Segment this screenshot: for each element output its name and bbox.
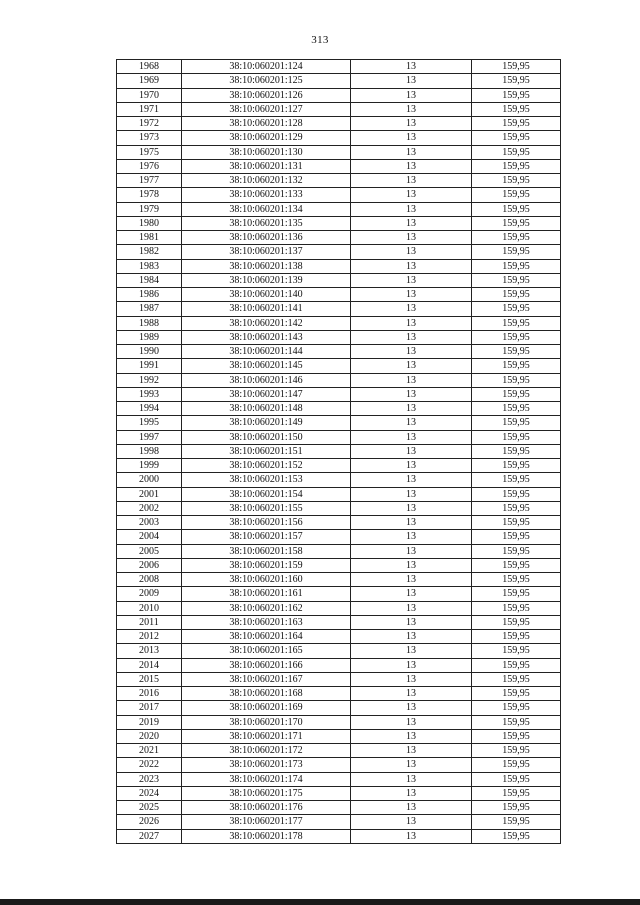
count-cell: 13 <box>351 216 472 230</box>
cadastral-number-cell: 38:10:060201:160 <box>182 573 351 587</box>
area-cell: 159,95 <box>472 74 561 88</box>
area-cell: 159,95 <box>472 801 561 815</box>
row-number-cell: 2001 <box>117 487 182 501</box>
cadastral-number-cell: 38:10:060201:150 <box>182 430 351 444</box>
count-cell: 13 <box>351 615 472 629</box>
row-number-cell: 2014 <box>117 658 182 672</box>
table-row <box>117 758 561 772</box>
area-cell: 159,95 <box>472 259 561 273</box>
row-number-cell: 2016 <box>117 687 182 701</box>
count-cell: 13 <box>351 202 472 216</box>
area-cell: 159,95 <box>472 744 561 758</box>
count-cell: 13 <box>351 786 472 800</box>
row-number-cell: 1977 <box>117 174 182 188</box>
area-cell: 159,95 <box>472 444 561 458</box>
row-number-cell: 1994 <box>117 402 182 416</box>
table-row <box>117 117 561 131</box>
table-row <box>117 501 561 515</box>
table-row <box>117 658 561 672</box>
table-row <box>117 444 561 458</box>
row-number-cell: 2021 <box>117 744 182 758</box>
cadastral-number-cell: 38:10:060201:152 <box>182 459 351 473</box>
count-cell: 13 <box>351 88 472 102</box>
table-row <box>117 216 561 230</box>
cadastral-number-cell: 38:10:060201:172 <box>182 744 351 758</box>
count-cell: 13 <box>351 687 472 701</box>
table-row <box>117 188 561 202</box>
cadastral-number-cell: 38:10:060201:161 <box>182 587 351 601</box>
row-number-cell: 1987 <box>117 302 182 316</box>
cadastral-number-cell: 38:10:060201:177 <box>182 815 351 829</box>
cadastral-number-cell: 38:10:060201:131 <box>182 159 351 173</box>
row-number-cell: 2017 <box>117 701 182 715</box>
area-cell: 159,95 <box>472 630 561 644</box>
count-cell: 13 <box>351 487 472 501</box>
page-number: 313 <box>311 34 329 46</box>
area-cell: 159,95 <box>472 672 561 686</box>
row-number-cell: 1968 <box>117 60 182 74</box>
count-cell: 13 <box>351 829 472 843</box>
count-cell: 13 <box>351 117 472 131</box>
count-cell: 13 <box>351 587 472 601</box>
table-row <box>117 530 561 544</box>
count-cell: 13 <box>351 245 472 259</box>
count-cell: 13 <box>351 316 472 330</box>
table-row <box>117 60 561 74</box>
cadastral-number-cell: 38:10:060201:178 <box>182 829 351 843</box>
cadastral-number-cell: 38:10:060201:157 <box>182 530 351 544</box>
cadastral-number-cell: 38:10:060201:148 <box>182 402 351 416</box>
row-number-cell: 1992 <box>117 373 182 387</box>
area-cell: 159,95 <box>472 587 561 601</box>
cadastral-number-cell: 38:10:060201:153 <box>182 473 351 487</box>
area-cell: 159,95 <box>472 729 561 743</box>
table-row <box>117 174 561 188</box>
row-number-cell: 1988 <box>117 316 182 330</box>
cadastral-number-cell: 38:10:060201:134 <box>182 202 351 216</box>
count-cell: 13 <box>351 601 472 615</box>
area-cell: 159,95 <box>472 273 561 287</box>
row-number-cell: 1971 <box>117 102 182 116</box>
cadastral-number-cell: 38:10:060201:135 <box>182 216 351 230</box>
count-cell: 13 <box>351 630 472 644</box>
area-cell: 159,95 <box>472 316 561 330</box>
row-number-cell: 1983 <box>117 259 182 273</box>
row-number-cell: 2003 <box>117 516 182 530</box>
cadastral-number-cell: 38:10:060201:141 <box>182 302 351 316</box>
count-cell: 13 <box>351 715 472 729</box>
area-cell: 159,95 <box>472 231 561 245</box>
cadastral-number-cell: 38:10:060201:173 <box>182 758 351 772</box>
count-cell: 13 <box>351 359 472 373</box>
cadastral-number-cell: 38:10:060201:167 <box>182 672 351 686</box>
row-number-cell: 1976 <box>117 159 182 173</box>
row-number-cell: 2025 <box>117 801 182 815</box>
row-number-cell: 1982 <box>117 245 182 259</box>
count-cell: 13 <box>351 444 472 458</box>
row-number-cell: 1975 <box>117 145 182 159</box>
count-cell: 13 <box>351 102 472 116</box>
row-number-cell: 2006 <box>117 558 182 572</box>
count-cell: 13 <box>351 744 472 758</box>
count-cell: 13 <box>351 159 472 173</box>
table-row <box>117 345 561 359</box>
count-cell: 13 <box>351 815 472 829</box>
row-number-cell: 1990 <box>117 345 182 359</box>
row-number-cell: 1970 <box>117 88 182 102</box>
table-row <box>117 573 561 587</box>
area-cell: 159,95 <box>472 302 561 316</box>
table-row <box>117 302 561 316</box>
area-cell: 159,95 <box>472 402 561 416</box>
area-cell: 159,95 <box>472 473 561 487</box>
cadastral-number-cell: 38:10:060201:169 <box>182 701 351 715</box>
count-cell: 13 <box>351 530 472 544</box>
table-row <box>117 430 561 444</box>
cadastral-number-cell: 38:10:060201:159 <box>182 558 351 572</box>
area-cell: 159,95 <box>472 815 561 829</box>
cadastral-number-cell: 38:10:060201:171 <box>182 729 351 743</box>
table-row <box>117 387 561 401</box>
row-number-cell: 2000 <box>117 473 182 487</box>
area-cell: 159,95 <box>472 373 561 387</box>
row-number-cell: 2019 <box>117 715 182 729</box>
table-row <box>117 88 561 102</box>
cadastral-number-cell: 38:10:060201:164 <box>182 630 351 644</box>
cadastral-number-cell: 38:10:060201:127 <box>182 102 351 116</box>
row-number-cell: 1984 <box>117 273 182 287</box>
area-cell: 159,95 <box>472 131 561 145</box>
cadastral-number-cell: 38:10:060201:147 <box>182 387 351 401</box>
table-row <box>117 131 561 145</box>
cadastral-number-cell: 38:10:060201:125 <box>182 74 351 88</box>
row-number-cell: 1989 <box>117 330 182 344</box>
area-cell: 159,95 <box>472 687 561 701</box>
area-cell: 159,95 <box>472 530 561 544</box>
row-number-cell: 2012 <box>117 630 182 644</box>
area-cell: 159,95 <box>472 102 561 116</box>
cadastral-number-cell: 38:10:060201:142 <box>182 316 351 330</box>
table-row <box>117 644 561 658</box>
area-cell: 159,95 <box>472 174 561 188</box>
row-number-cell: 2022 <box>117 758 182 772</box>
area-cell: 159,95 <box>472 644 561 658</box>
count-cell: 13 <box>351 145 472 159</box>
row-number-cell: 2027 <box>117 829 182 843</box>
area-cell: 159,95 <box>472 117 561 131</box>
area-cell: 159,95 <box>472 487 561 501</box>
table-row <box>117 630 561 644</box>
table-row <box>117 701 561 715</box>
row-number-cell: 2013 <box>117 644 182 658</box>
row-number-cell: 2011 <box>117 615 182 629</box>
count-cell: 13 <box>351 758 472 772</box>
cadastral-number-cell: 38:10:060201:170 <box>182 715 351 729</box>
cadastral-number-cell: 38:10:060201:165 <box>182 644 351 658</box>
count-cell: 13 <box>351 701 472 715</box>
cadastral-number-cell: 38:10:060201:130 <box>182 145 351 159</box>
row-number-cell: 1995 <box>117 416 182 430</box>
row-number-cell: 2008 <box>117 573 182 587</box>
table-row <box>117 145 561 159</box>
count-cell: 13 <box>351 345 472 359</box>
area-cell: 159,95 <box>472 159 561 173</box>
area-cell: 159,95 <box>472 701 561 715</box>
table-row <box>117 288 561 302</box>
table-row <box>117 829 561 843</box>
count-cell: 13 <box>351 772 472 786</box>
count-cell: 13 <box>351 473 472 487</box>
cadastral-number-cell: 38:10:060201:163 <box>182 615 351 629</box>
cadastral-number-cell: 38:10:060201:133 <box>182 188 351 202</box>
cadastral-number-cell: 38:10:060201:168 <box>182 687 351 701</box>
cadastral-number-cell: 38:10:060201:138 <box>182 259 351 273</box>
row-number-cell: 2026 <box>117 815 182 829</box>
area-cell: 159,95 <box>472 715 561 729</box>
area-cell: 159,95 <box>472 330 561 344</box>
table-row <box>117 772 561 786</box>
count-cell: 13 <box>351 131 472 145</box>
area-cell: 159,95 <box>472 60 561 74</box>
area-cell: 159,95 <box>472 459 561 473</box>
cadastral-number-cell: 38:10:060201:175 <box>182 786 351 800</box>
cadastral-number-cell: 38:10:060201:126 <box>182 88 351 102</box>
row-number-cell: 1979 <box>117 202 182 216</box>
area-cell: 159,95 <box>472 88 561 102</box>
table-row <box>117 316 561 330</box>
table-row <box>117 402 561 416</box>
row-number-cell: 2004 <box>117 530 182 544</box>
table-row <box>117 373 561 387</box>
count-cell: 13 <box>351 302 472 316</box>
cadastral-number-cell: 38:10:060201:174 <box>182 772 351 786</box>
registry-table <box>116 59 561 844</box>
cadastral-number-cell: 38:10:060201:146 <box>182 373 351 387</box>
cadastral-number-cell: 38:10:060201:156 <box>182 516 351 530</box>
count-cell: 13 <box>351 658 472 672</box>
table-row <box>117 416 561 430</box>
count-cell: 13 <box>351 330 472 344</box>
row-number-cell: 2020 <box>117 729 182 743</box>
row-number-cell: 1973 <box>117 131 182 145</box>
area-cell: 159,95 <box>472 416 561 430</box>
cadastral-number-cell: 38:10:060201:136 <box>182 231 351 245</box>
cadastral-number-cell: 38:10:060201:176 <box>182 801 351 815</box>
area-cell: 159,95 <box>472 359 561 373</box>
table-row <box>117 159 561 173</box>
cadastral-number-cell: 38:10:060201:144 <box>182 345 351 359</box>
scan-bottom-edge <box>0 899 640 905</box>
row-number-cell: 1993 <box>117 387 182 401</box>
count-cell: 13 <box>351 402 472 416</box>
count-cell: 13 <box>351 729 472 743</box>
area-cell: 159,95 <box>472 345 561 359</box>
cadastral-number-cell: 38:10:060201:139 <box>182 273 351 287</box>
area-cell: 159,95 <box>472 202 561 216</box>
cadastral-number-cell: 38:10:060201:166 <box>182 658 351 672</box>
count-cell: 13 <box>351 416 472 430</box>
area-cell: 159,95 <box>472 501 561 515</box>
area-cell: 159,95 <box>472 758 561 772</box>
cadastral-number-cell: 38:10:060201:129 <box>182 131 351 145</box>
row-number-cell: 1999 <box>117 459 182 473</box>
table-body <box>117 60 561 844</box>
area-cell: 159,95 <box>472 544 561 558</box>
table-row <box>117 459 561 473</box>
row-number-cell: 1997 <box>117 430 182 444</box>
count-cell: 13 <box>351 373 472 387</box>
table-row <box>117 615 561 629</box>
count-cell: 13 <box>351 174 472 188</box>
table-row <box>117 587 561 601</box>
area-cell: 159,95 <box>472 615 561 629</box>
area-cell: 159,95 <box>472 516 561 530</box>
table-row <box>117 601 561 615</box>
row-number-cell: 2015 <box>117 672 182 686</box>
row-number-cell: 1978 <box>117 188 182 202</box>
cadastral-number-cell: 38:10:060201:158 <box>182 544 351 558</box>
table-row <box>117 715 561 729</box>
table-row <box>117 786 561 800</box>
table-row <box>117 801 561 815</box>
row-number-cell: 1972 <box>117 117 182 131</box>
row-number-cell: 2002 <box>117 501 182 515</box>
area-cell: 159,95 <box>472 288 561 302</box>
count-cell: 13 <box>351 430 472 444</box>
count-cell: 13 <box>351 188 472 202</box>
row-number-cell: 1998 <box>117 444 182 458</box>
count-cell: 13 <box>351 459 472 473</box>
area-cell: 159,95 <box>472 558 561 572</box>
count-cell: 13 <box>351 801 472 815</box>
table-row <box>117 558 561 572</box>
cadastral-number-cell: 38:10:060201:145 <box>182 359 351 373</box>
area-cell: 159,95 <box>472 658 561 672</box>
area-cell: 159,95 <box>472 387 561 401</box>
table-row <box>117 245 561 259</box>
table-row <box>117 544 561 558</box>
area-cell: 159,95 <box>472 430 561 444</box>
area-cell: 159,95 <box>472 772 561 786</box>
row-number-cell: 1981 <box>117 231 182 245</box>
area-cell: 159,95 <box>472 829 561 843</box>
area-cell: 159,95 <box>472 601 561 615</box>
count-cell: 13 <box>351 501 472 515</box>
cadastral-number-cell: 38:10:060201:162 <box>182 601 351 615</box>
table-row <box>117 672 561 686</box>
row-number-cell: 2024 <box>117 786 182 800</box>
area-cell: 159,95 <box>472 573 561 587</box>
table-row <box>117 330 561 344</box>
table-row <box>117 202 561 216</box>
row-number-cell: 2005 <box>117 544 182 558</box>
count-cell: 13 <box>351 644 472 658</box>
table-row <box>117 473 561 487</box>
cadastral-number-cell: 38:10:060201:137 <box>182 245 351 259</box>
area-cell: 159,95 <box>472 786 561 800</box>
count-cell: 13 <box>351 273 472 287</box>
cadastral-number-cell: 38:10:060201:132 <box>182 174 351 188</box>
count-cell: 13 <box>351 558 472 572</box>
area-cell: 159,95 <box>472 145 561 159</box>
row-number-cell: 1991 <box>117 359 182 373</box>
area-cell: 159,95 <box>472 216 561 230</box>
cadastral-number-cell: 38:10:060201:151 <box>182 444 351 458</box>
count-cell: 13 <box>351 516 472 530</box>
table-row <box>117 273 561 287</box>
count-cell: 13 <box>351 288 472 302</box>
count-cell: 13 <box>351 60 472 74</box>
table-row <box>117 231 561 245</box>
count-cell: 13 <box>351 672 472 686</box>
cadastral-number-cell: 38:10:060201:155 <box>182 501 351 515</box>
cadastral-number-cell: 38:10:060201:154 <box>182 487 351 501</box>
row-number-cell: 1980 <box>117 216 182 230</box>
table-row <box>117 487 561 501</box>
row-number-cell: 2023 <box>117 772 182 786</box>
count-cell: 13 <box>351 74 472 88</box>
row-number-cell: 1986 <box>117 288 182 302</box>
table-row <box>117 102 561 116</box>
cadastral-number-cell: 38:10:060201:128 <box>182 117 351 131</box>
table-row <box>117 729 561 743</box>
table-row <box>117 815 561 829</box>
table-row <box>117 516 561 530</box>
cadastral-number-cell: 38:10:060201:140 <box>182 288 351 302</box>
table-row <box>117 744 561 758</box>
cadastral-number-cell: 38:10:060201:149 <box>182 416 351 430</box>
area-cell: 159,95 <box>472 188 561 202</box>
row-number-cell: 2009 <box>117 587 182 601</box>
count-cell: 13 <box>351 259 472 273</box>
count-cell: 13 <box>351 544 472 558</box>
row-number-cell: 2010 <box>117 601 182 615</box>
row-number-cell: 1969 <box>117 74 182 88</box>
count-cell: 13 <box>351 387 472 401</box>
cadastral-number-cell: 38:10:060201:124 <box>182 60 351 74</box>
table-row <box>117 259 561 273</box>
table-row <box>117 687 561 701</box>
count-cell: 13 <box>351 231 472 245</box>
cadastral-number-cell: 38:10:060201:143 <box>182 330 351 344</box>
area-cell: 159,95 <box>472 245 561 259</box>
count-cell: 13 <box>351 573 472 587</box>
table-row <box>117 359 561 373</box>
table-row <box>117 74 561 88</box>
